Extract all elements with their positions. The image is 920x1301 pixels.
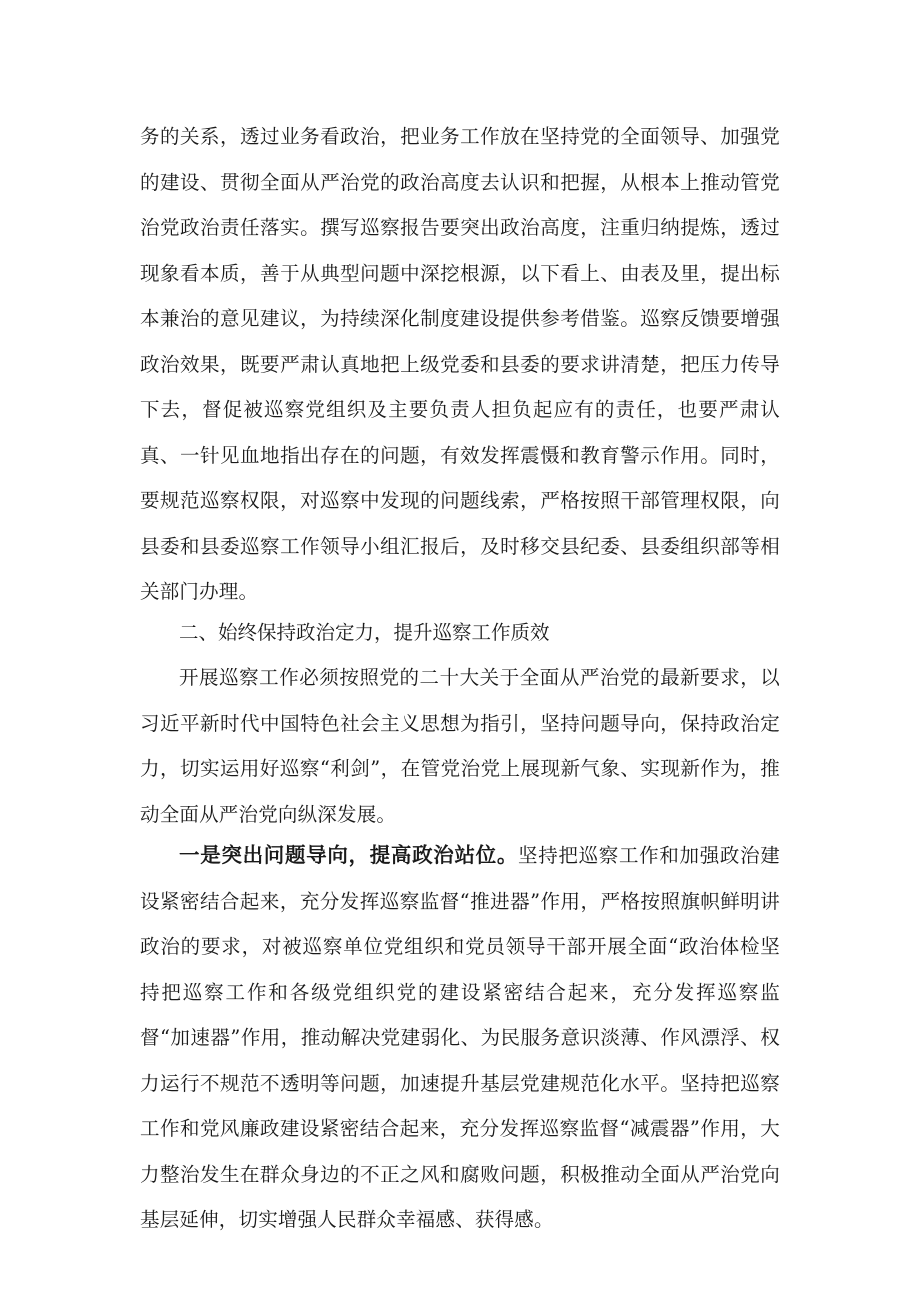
point-one-paragraph — [140, 833, 780, 1243]
section-intro-paragraph: 开展巡察工作必须按照党的二十大关于全面从严治党的最新要求，以习近平新时代中国特色社会主义思想为指引，坚持问题导向，保持政治定力，切实运用好巡察“利剑”，在管党治党上展现新气象、实现新作为，推动全面从严治党向纵深发展。 — [140, 666, 780, 826]
point-one-body: 坚持把巡察工作和加强政治建设紧密结合起来，充分发挥巡察监督“推进器”作用，严格按照旗帜鲜明讲政治的要求，对被巡察单位党组织和党员领导干部开展全面“政治体检坚持把巡察工作和各级党组织党的建设紧密结合起来，充分发挥巡察监督“加速器”作用，推动解决党建弱化、为民服务意识淡薄、作风漂浮、权力运行不规范不透明等问题，加速提升基层党建规范化水平。坚持把巡察工作和党风廉政建设紧密结合起来，充分发挥巡察监督“减震器”作用，大力整治发生在群众身边的不正之风和腐败问题，积极推动全面从严治党向基层延伸，切实增强人民群众幸福感、获得感。 — [140, 844, 780, 1231]
section-heading: 二、始终保持政治定力，提升巡察工作质效 — [179, 621, 550, 644]
body-paragraph-continued: 务的关系，透过业务看政治，把业务工作放在坚持党的全面领导、加强党的建设、贯彻全面从严治党的政治高度去认识和把握，从根本上推动管党治党政治责任落实。撰写巡察报告要突出政治高度，注重归纳提炼，透过现象看本质，善于从典型问题中深挖根源，以下看上、由表及里，提出标本兼治的意见建议，为持续深化制度建设提供参考借鉴。巡察反馈要增强政治效果，既要严肃认真地把上级党委和县委的要求讲清楚，把压力传导下去，督促被巡察党组织及主要负责人担负起应有的责任，也要严肃认真、一针见血地指出存在的问题，有效发挥震慑和教育警示作用。同时，要规范巡察权限，对巡察中发现的问题线索，严格按照干部管理权限，向县委和县委巡察工作领导小组汇报后，及时移交县纪委、县委组织部等相关部门办理。 — [140, 125, 780, 603]
point-one-lead: 一是突出问题导向，提高政治站位。 — [179, 843, 519, 867]
